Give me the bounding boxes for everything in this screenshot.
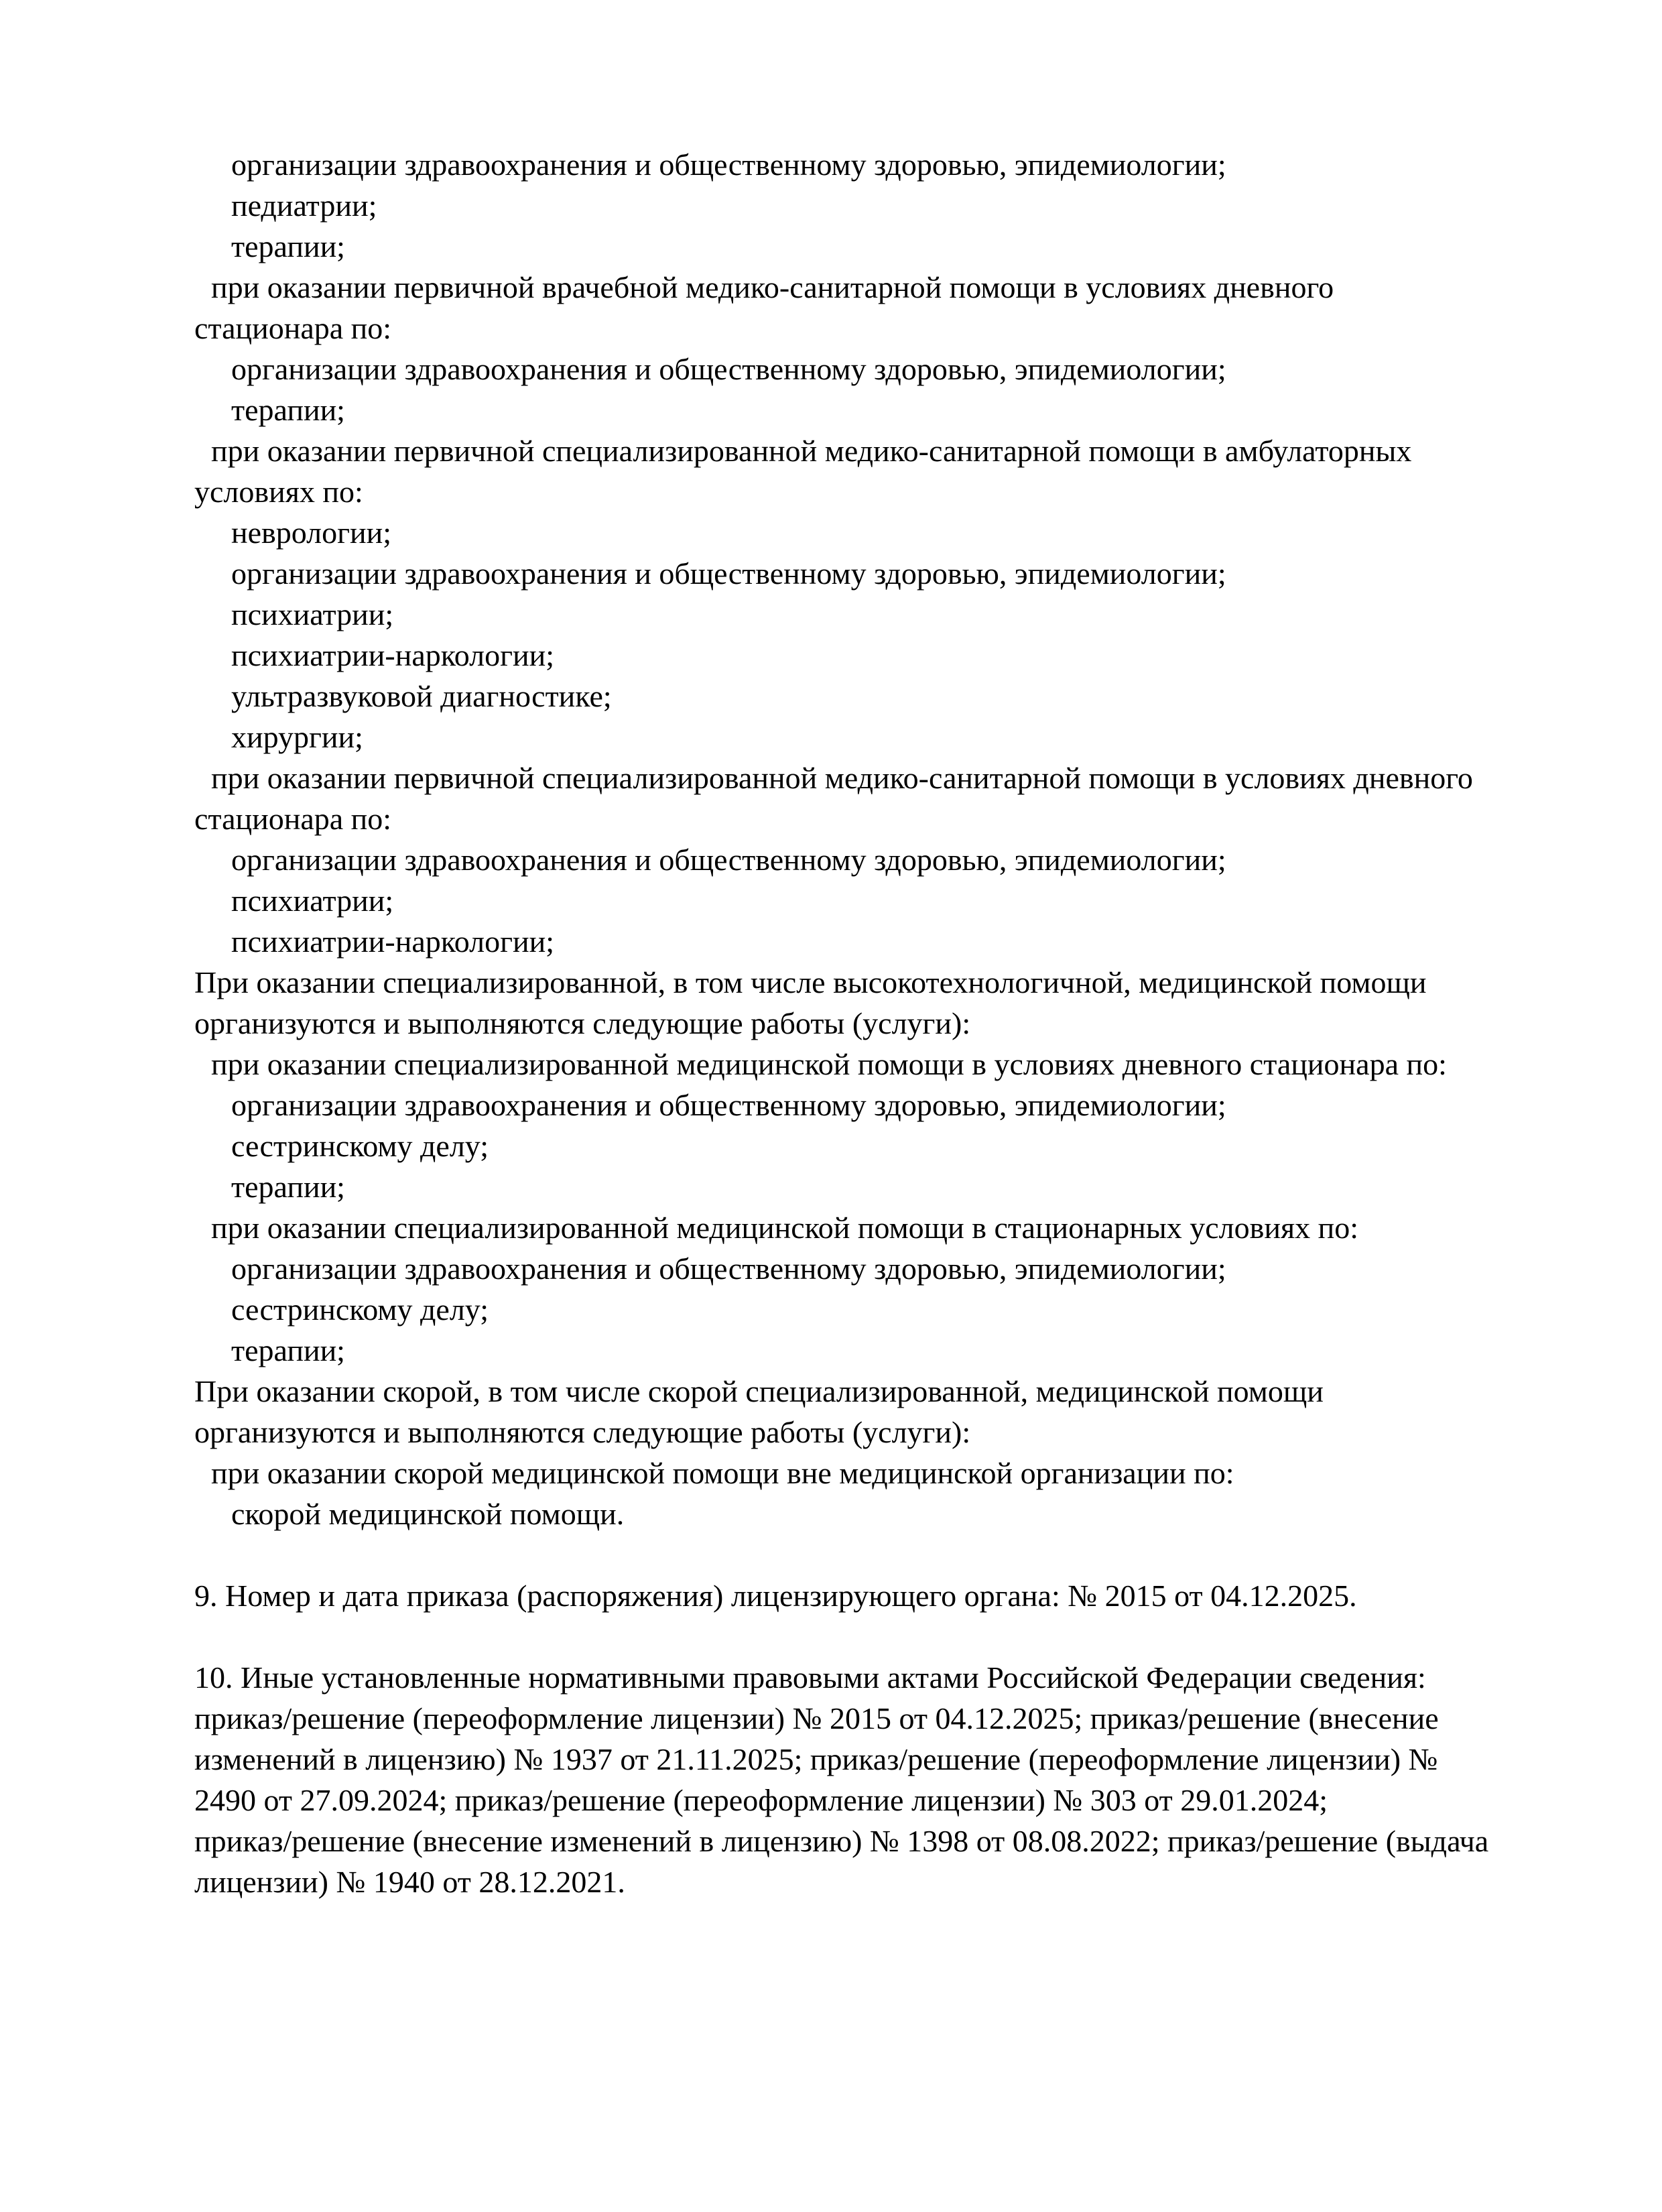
document-line: терапии;: [231, 1170, 345, 1204]
document-line: психиатрии-наркологии;: [231, 638, 554, 672]
document-line: психиатрии;: [231, 883, 394, 918]
document-line: 10. Иные установленные нормативными правовыми актами Российской Федерации сведения:: [194, 1660, 1426, 1695]
document-line: организуются и выполняются следующие работы (услуги):: [194, 1006, 971, 1040]
document-line: организации здравоохранения и общественному здоровью, эпидемиологии;: [231, 147, 1226, 182]
document-line: ультразвуковой диагностике;: [231, 679, 612, 713]
document-line: скорой медицинской помощи.: [231, 1497, 625, 1531]
document-line: приказ/решение (внесение изменений в лицензию) № 1398 от 08.08.2022; приказ/решение (выдача: [194, 1824, 1489, 1858]
document-line: при оказании первичной врачебной медико-санитарной помощи в условиях дневного: [211, 270, 1334, 304]
document-line: стационара по:: [194, 802, 392, 836]
document-line: педиатрии;: [231, 188, 377, 223]
document-line: организации здравоохранения и общественному здоровью, эпидемиологии;: [231, 843, 1226, 877]
document-line: терапии;: [231, 229, 345, 263]
document-line: 9. Номер и дата приказа (распоряжения) лицензирующего органа: № 2015 от 04.12.2025.: [194, 1579, 1357, 1613]
document-content: [0, 144, 1622, 1902]
document-line: изменений в лицензию) № 1937 от 21.11.2025; приказ/решение (переоформление лицензии) №: [194, 1742, 1438, 1776]
document-line: приказ/решение (переоформление лицензии) № 2015 от 04.12.2025; приказ/решение (внесение: [194, 1701, 1439, 1735]
document-line: при оказании специализированной медицинской помощи в стационарных условиях по:: [211, 1211, 1358, 1245]
document-line: организации здравоохранения и общественному здоровью, эпидемиологии;: [231, 352, 1226, 386]
document-line: При оказании специализированной, в том числе высокотехнологичной, медицинской помощи: [194, 965, 1427, 999]
document-line: условиях по:: [194, 475, 363, 509]
document-line: психиатрии-наркологии;: [231, 924, 554, 959]
document-line: При оказании скорой, в том числе скорой специализированной, медицинской помощи: [194, 1374, 1324, 1408]
document-line: при оказании первичной специализированной медико-санитарной помощи в условиях дневного: [211, 761, 1473, 795]
document-line: организуются и выполняются следующие работы (услуги):: [194, 1415, 971, 1449]
document-line: терапии;: [231, 393, 345, 427]
document-line: при оказании первичной специализированной медико-санитарной помощи в амбулаторных: [211, 434, 1412, 468]
document-line: сестринскому делу;: [231, 1292, 489, 1327]
document-line: организации здравоохранения и общественному здоровью, эпидемиологии;: [231, 1251, 1226, 1286]
document-line: организации здравоохранения и общественному здоровью, эпидемиологии;: [231, 1088, 1226, 1122]
document-line: сестринскому делу;: [231, 1129, 489, 1163]
document-line: терапии;: [231, 1333, 345, 1367]
document-line: хирургии;: [231, 720, 363, 754]
item-10-other-information: [194, 1657, 1622, 1902]
document-line: неврологии;: [231, 515, 391, 550]
document-line: при оказании специализированной медицинской помощи в условиях дневного стационара по:: [211, 1047, 1447, 1081]
document-line: стационара по:: [194, 311, 392, 345]
document-line: лицензии) № 1940 от 28.12.2021.: [194, 1865, 625, 1899]
document-line: 2490 от 27.09.2024; приказ/решение (переоформление лицензии) № 303 от 29.01.2024;: [194, 1783, 1328, 1817]
item-9-order-number-and-date: [194, 1575, 1622, 1616]
document-line: организации здравоохранения и общественному здоровью, эпидемиологии;: [231, 556, 1226, 591]
works-services-list-continued: [194, 144, 1622, 1534]
document-line: при оказании скорой медицинской помощи вне медицинской организации по:: [211, 1456, 1234, 1490]
document-line: психиатрии;: [231, 597, 394, 631]
